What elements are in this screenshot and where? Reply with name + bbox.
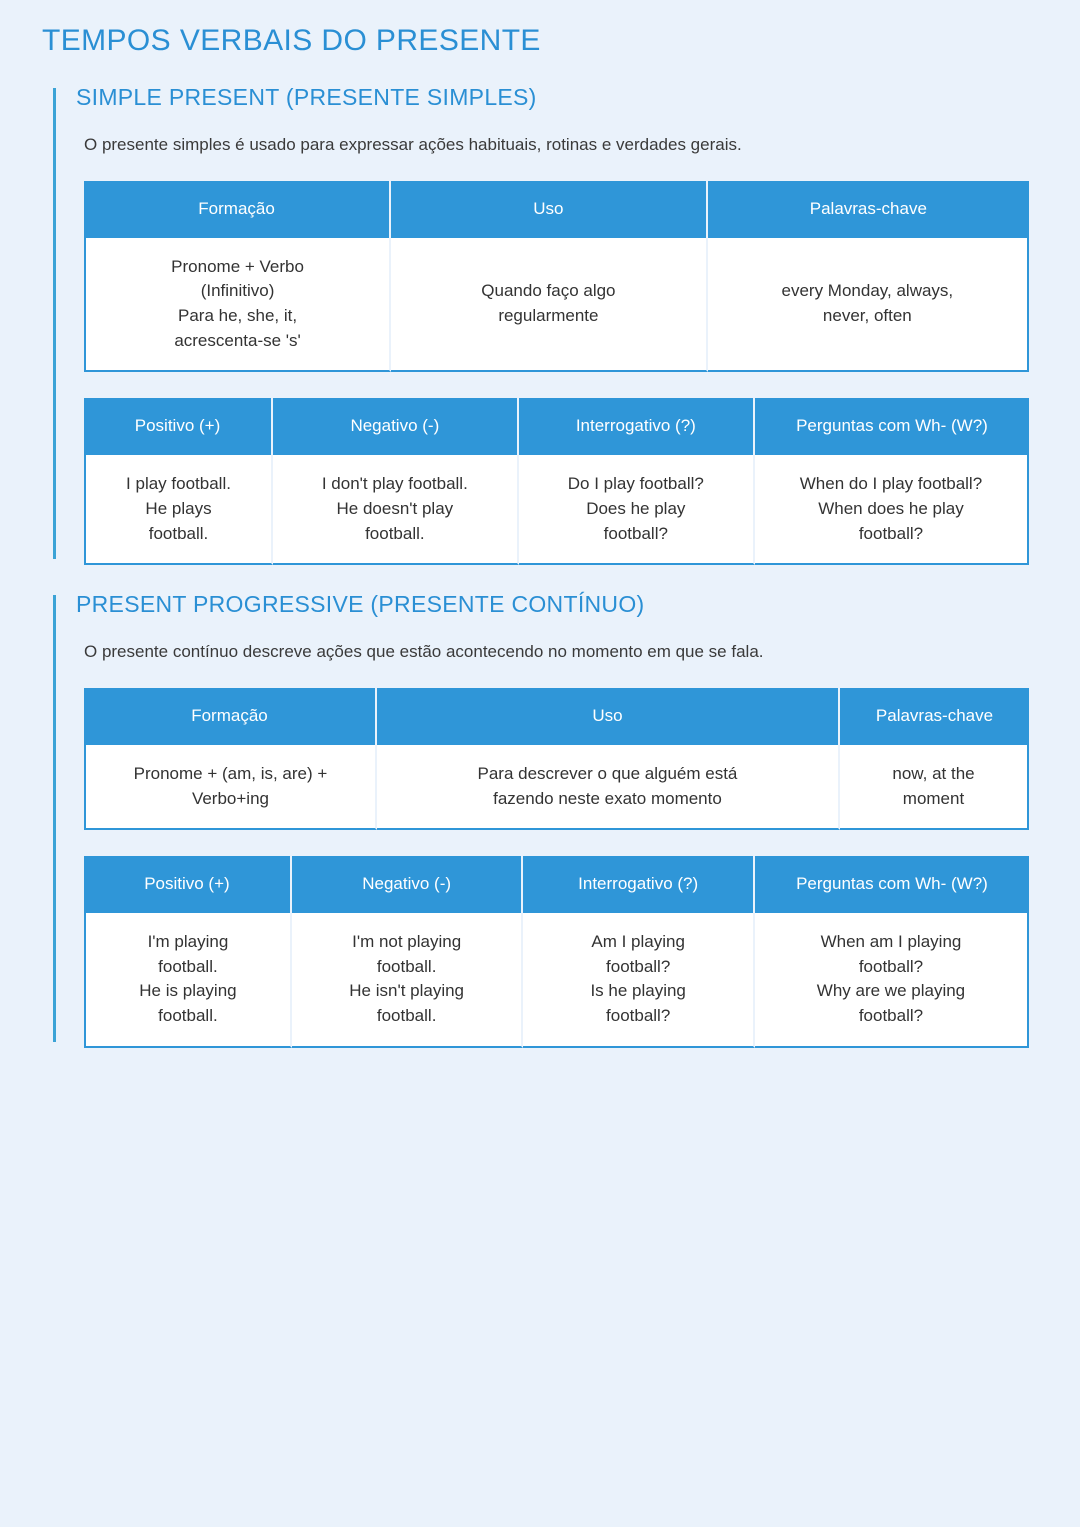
cell-palavras-chave bbox=[708, 238, 1029, 373]
cell-line: Para descrever o que alguém está bbox=[477, 763, 738, 783]
cell-line: Quando faço algo bbox=[481, 281, 616, 301]
cell-line: He is playing bbox=[139, 981, 237, 1001]
cell-line: football. bbox=[158, 1006, 218, 1026]
cell-line: every Monday, always, bbox=[781, 281, 954, 301]
cell-line: football? bbox=[858, 956, 924, 976]
cell-line: Pronome + Verbo bbox=[171, 256, 304, 276]
section-description: O presente simples é usado para expressar ações habituais, rotinas e verdades gerais. bbox=[84, 135, 742, 154]
section-title: PRESENT PROGRESSIVE (PRESENTE CONTÍNUO) bbox=[76, 591, 645, 618]
cell-formacao bbox=[84, 745, 377, 830]
cell-line: I'm not playing bbox=[352, 932, 462, 952]
cell-line: fazendo neste exato momento bbox=[493, 788, 722, 808]
cell-negativo bbox=[273, 455, 519, 565]
table-header-row bbox=[84, 181, 1029, 238]
column-header-positivo: Positivo (+) bbox=[84, 856, 292, 913]
cell-line: football? bbox=[858, 523, 924, 543]
column-header-formacao: Formação bbox=[84, 181, 391, 238]
present-progressive-forms-table bbox=[84, 856, 1029, 1048]
cell-line: Am I playing bbox=[591, 932, 685, 952]
cell-positivo bbox=[84, 455, 273, 565]
table-row bbox=[84, 238, 1029, 373]
present-progressive-overview-table bbox=[84, 688, 1029, 830]
cell-line: (Infinitivo) bbox=[200, 281, 275, 301]
cell-line: Does he play bbox=[586, 498, 686, 518]
cell-line: Is he playing bbox=[590, 981, 686, 1001]
cell-line: never, often bbox=[822, 306, 912, 326]
cell-line: I don't play football. bbox=[321, 474, 468, 494]
cell-line: football? bbox=[606, 1006, 671, 1026]
cell-line: I'm playing bbox=[147, 932, 229, 952]
column-header-negativo: Negativo (-) bbox=[292, 856, 524, 913]
column-header-formacao: Formação bbox=[84, 688, 377, 745]
cell-negativo bbox=[292, 913, 524, 1048]
cell-line: When do I play football? bbox=[799, 474, 983, 494]
cell-line: When does he play bbox=[818, 498, 964, 518]
cell-line: Para he, she, it, bbox=[178, 306, 298, 326]
cell-line: He plays bbox=[145, 498, 212, 518]
cell-line: football. bbox=[376, 1006, 437, 1026]
cell-line: When am I playing bbox=[820, 932, 962, 952]
cell-uso bbox=[377, 745, 840, 830]
cell-line: football? bbox=[606, 956, 671, 976]
table-row bbox=[84, 455, 1029, 565]
column-header-uso: Uso bbox=[377, 688, 840, 745]
table-header-row bbox=[84, 398, 1029, 455]
section-simple-present bbox=[38, 84, 1020, 565]
column-header-perguntas-wh: Perguntas com Wh- (W?) bbox=[755, 398, 1029, 455]
column-header-uso: Uso bbox=[391, 181, 708, 238]
cell-palavras-chave bbox=[840, 745, 1029, 830]
column-header-palavras-chave: Palavras-chave bbox=[708, 181, 1029, 238]
cell-positivo bbox=[84, 913, 292, 1048]
cell-line: Verbo+ing bbox=[191, 788, 269, 808]
cell-line: Do I play football? bbox=[567, 474, 704, 494]
column-header-negativo: Negativo (-) bbox=[273, 398, 519, 455]
cell-line: Pronome + (am, is, are) + bbox=[133, 763, 328, 783]
cell-interrogativo bbox=[519, 455, 755, 565]
cell-line: now, at the bbox=[892, 763, 975, 783]
cell-uso bbox=[391, 238, 708, 373]
table-row bbox=[84, 913, 1029, 1048]
cell-line: moment bbox=[902, 788, 965, 808]
page-title: TEMPOS VERBAIS DO PRESENTE bbox=[42, 24, 541, 57]
cell-line: regularmente bbox=[498, 306, 599, 326]
cell-formacao bbox=[84, 238, 391, 373]
section-present-progressive bbox=[38, 591, 1020, 1048]
cell-perguntas-wh bbox=[755, 913, 1029, 1048]
table-header-row bbox=[84, 856, 1029, 913]
cell-line: football? bbox=[603, 523, 668, 543]
cell-line: football. bbox=[148, 523, 209, 543]
column-header-positivo: Positivo (+) bbox=[84, 398, 273, 455]
column-header-perguntas-wh: Perguntas com Wh- (W?) bbox=[755, 856, 1029, 913]
cell-perguntas-wh bbox=[755, 455, 1029, 565]
cell-line: He doesn't play bbox=[336, 498, 454, 518]
table-row bbox=[84, 745, 1029, 830]
cell-line: football? bbox=[858, 1006, 924, 1026]
section-description: O presente contínuo descreve ações que estão acontecendo no momento em que se fala. bbox=[84, 642, 764, 662]
cell-line: football. bbox=[365, 523, 425, 543]
cell-line: acrescenta-se 's' bbox=[174, 330, 301, 350]
cell-line: Why are we playing bbox=[816, 981, 966, 1001]
section-title: SIMPLE PRESENT (PRESENTE SIMPLES) bbox=[76, 84, 537, 110]
simple-present-overview-table bbox=[84, 181, 1029, 373]
cell-line: He isn't playing bbox=[349, 981, 465, 1001]
cell-line: football. bbox=[376, 956, 437, 976]
column-header-interrogativo: Interrogativo (?) bbox=[519, 398, 755, 455]
cell-interrogativo bbox=[523, 913, 755, 1048]
cell-line: I play football. bbox=[126, 474, 231, 494]
column-header-interrogativo: Interrogativo (?) bbox=[523, 856, 755, 913]
cell-line: football. bbox=[158, 956, 218, 976]
table-header-row bbox=[84, 688, 1029, 745]
simple-present-forms-table bbox=[84, 398, 1029, 565]
column-header-palavras-chave: Palavras-chave bbox=[840, 688, 1029, 745]
